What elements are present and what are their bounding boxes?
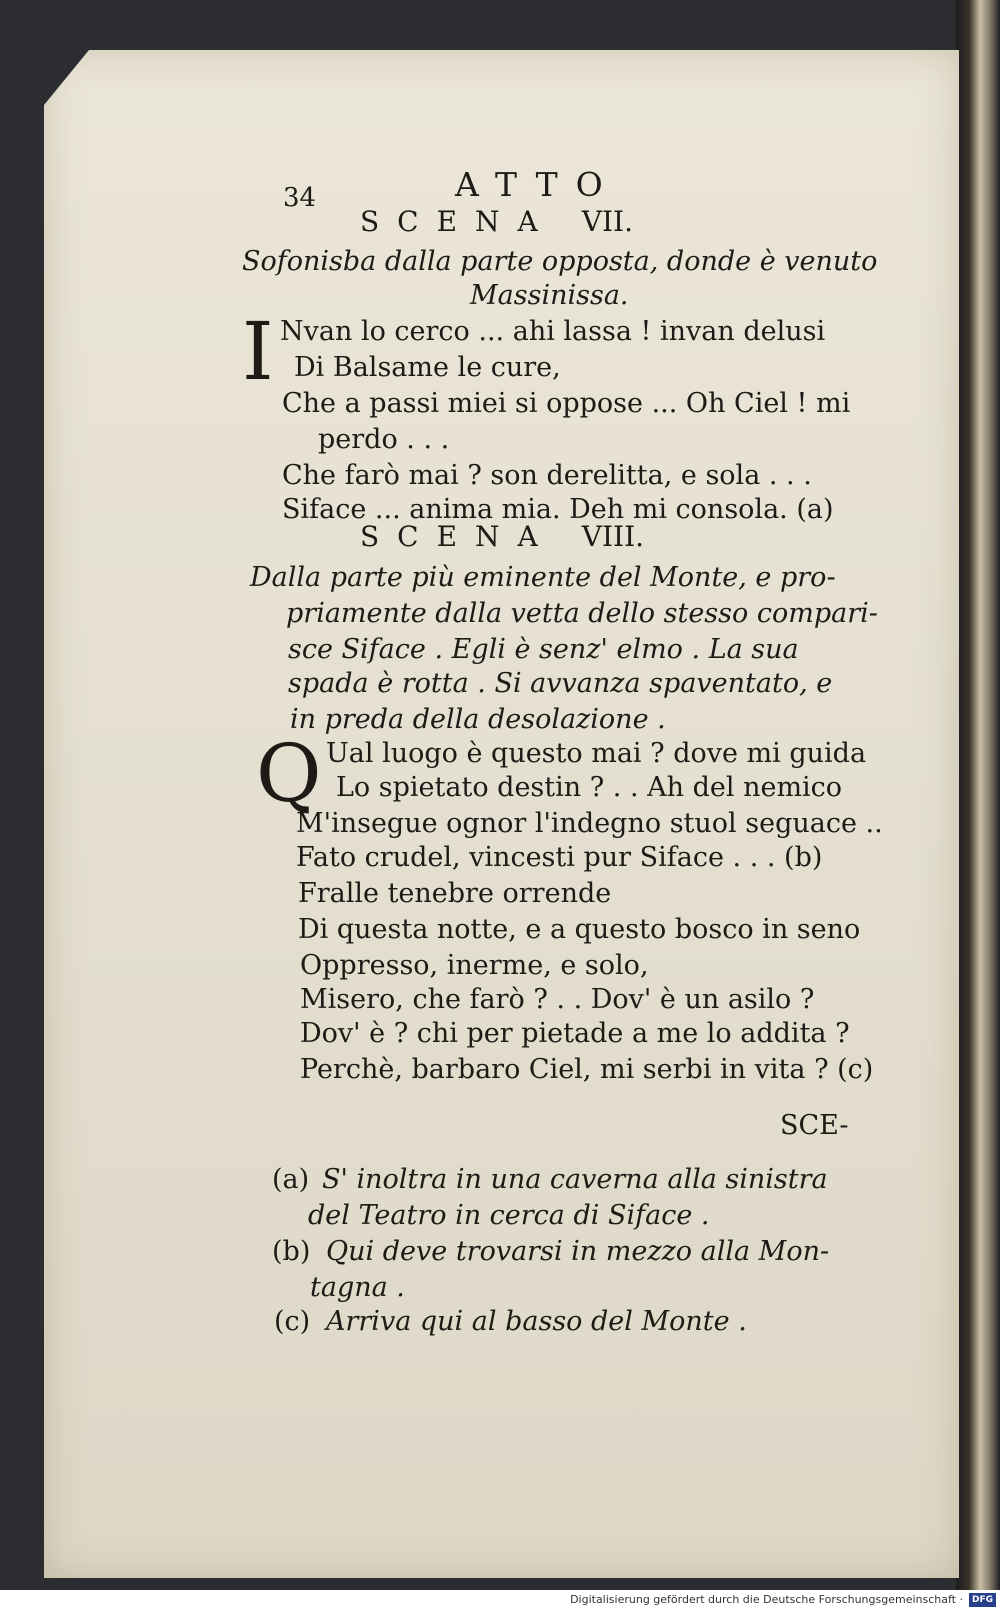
stage-direction: in preda della desolazione .	[290, 704, 666, 735]
stage-direction: sce Siface . Egli è senz' elmo . La sua	[288, 634, 799, 665]
scene-title: SCENA	[360, 205, 556, 238]
verse-line: perdo . . .	[318, 424, 450, 455]
footnote-text: Arriva qui al basso del Monte .	[326, 1306, 747, 1337]
verse-line: Nvan lo cerco ... ahi lassa ! invan delusi	[280, 316, 826, 347]
drop-capital: I	[242, 305, 274, 398]
verse-line: Fato crudel, vincesti pur Siface . . . (b)	[296, 842, 823, 873]
verse-line: Fralle tenebre orrende	[298, 878, 612, 909]
verse-line: Perchè, barbaro Ciel, mi serbi in vita ? (c)	[300, 1054, 874, 1085]
verse-line: Misero, che farò ? . . Dov' è un asilo ?	[300, 984, 815, 1015]
scene-title: SCENA	[360, 520, 556, 553]
verse-line: Che a passi miei si oppose ... Oh Ciel ! mi	[282, 388, 851, 419]
stage-direction: Sofonisba dalla parte opposta, donde è venuto	[242, 246, 878, 277]
footnote-text: S' inoltra in una caverna alla sinistra	[322, 1164, 828, 1195]
footnote-mark: (b)	[272, 1236, 311, 1267]
verse-line: Dov' è ? chi per pietade a me lo addita ?	[300, 1018, 850, 1049]
footnote-mark: (c)	[274, 1306, 311, 1337]
stage-direction: spada è rotta . Si avvanza spaventato, e	[288, 668, 833, 699]
catchword: SCE-	[780, 1110, 849, 1141]
dfg-logo: DFG	[969, 1593, 996, 1607]
stage-direction: Dalla parte più eminente del Monte, e pro-	[250, 562, 836, 593]
verse-line: Oppresso, inerme, e solo,	[300, 950, 649, 981]
drop-capital: Q	[256, 727, 322, 820]
verse-line: Siface ... anima mia. Deh mi consola. (a)	[282, 494, 834, 525]
scene-heading	[360, 520, 644, 553]
stage-direction: priamente dalla vetta dello stesso compari-	[286, 598, 878, 629]
verse-line: Ual luogo è questo mai ? dove mi guida	[326, 738, 867, 769]
verse-line: M'insegue ognor l'indegno stuol seguace ..	[296, 808, 883, 839]
footnote-text: Qui deve trovarsi in mezzo alla Mon-	[326, 1236, 830, 1267]
verse-line: Di questa notte, e a questo bosco in seno	[298, 914, 861, 945]
footnote-text: del Teatro in cerca di Siface .	[308, 1200, 710, 1231]
stage-direction: Massinissa.	[470, 280, 629, 311]
verse-line: Che farò mai ? son derelitta, e sola . . .	[282, 460, 812, 491]
footnote-mark: (a)	[272, 1164, 310, 1195]
scene-heading	[360, 205, 633, 238]
footnote-text: tagna .	[310, 1272, 405, 1303]
page-number: 34	[283, 183, 317, 213]
scene-number: VII.	[581, 205, 634, 238]
scene-number: VIII.	[581, 520, 645, 553]
verse-line: Di Balsame le cure,	[294, 352, 561, 383]
digitization-credit	[0, 1590, 1000, 1610]
credit-text: Digitalisierung gefördert durch die Deutsche Forschungsgemeinschaft ·	[570, 1593, 963, 1606]
verse-line: Lo spietato destin ? . . Ah del nemico	[336, 772, 843, 803]
page-header: ATTO	[455, 165, 621, 204]
